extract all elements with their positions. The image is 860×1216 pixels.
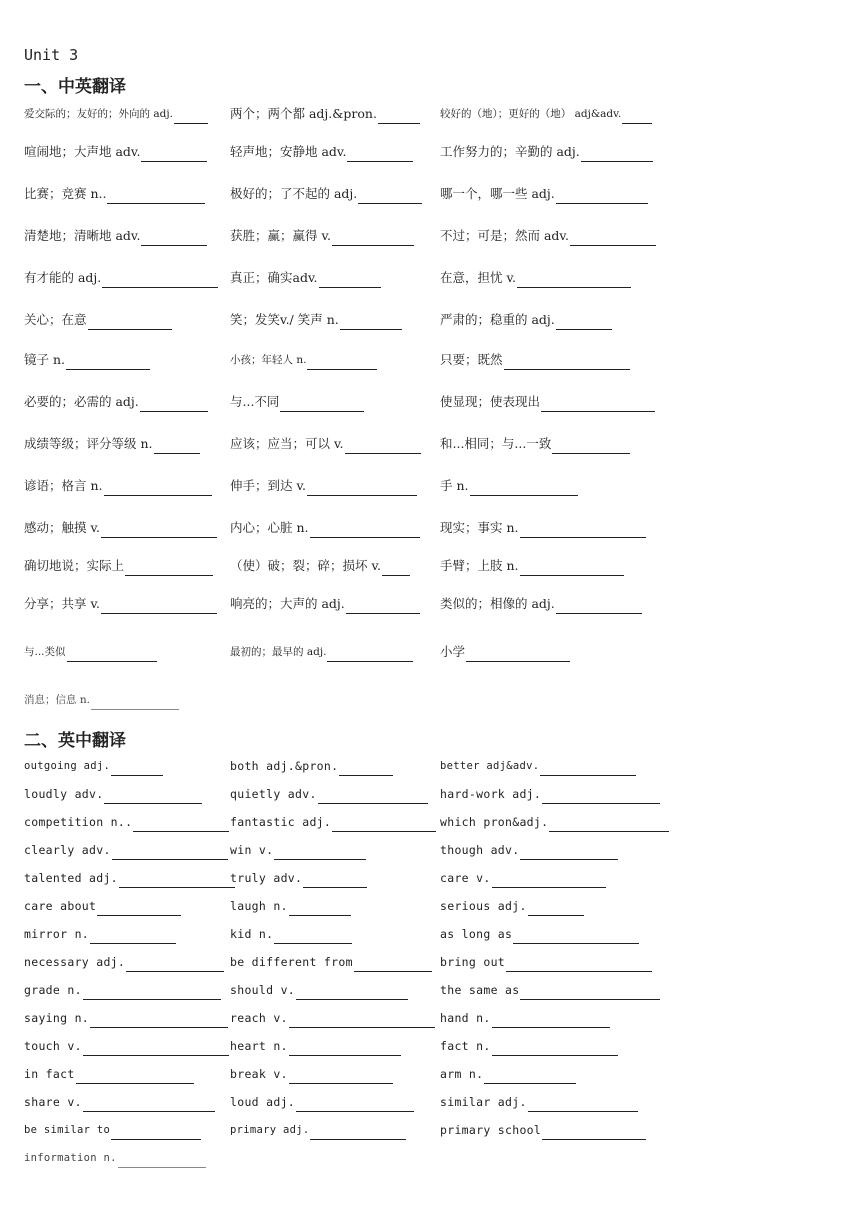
worksheet-row <box>0 310 860 332</box>
vocab-item <box>440 392 655 412</box>
answer-blank[interactable] <box>542 788 660 804</box>
vocab-item <box>24 642 157 662</box>
answer-blank[interactable] <box>541 396 655 412</box>
vocab-item <box>24 392 208 412</box>
vocab-prompt: though adv. <box>440 843 520 857</box>
vocab-item <box>440 1008 610 1028</box>
vocab-item <box>230 868 367 888</box>
vocab-item <box>230 840 366 860</box>
answer-blank[interactable] <box>104 788 202 804</box>
vocab-item <box>440 896 584 916</box>
vocab-prompt: competition n.. <box>24 815 133 829</box>
worksheet-row <box>0 1092 860 1114</box>
vocab-prompt: be similar to <box>24 1124 111 1136</box>
vocab-item <box>230 556 410 576</box>
answer-blank[interactable] <box>66 354 150 370</box>
vocab-prompt: better adj&adv. <box>440 760 540 772</box>
worksheet-row <box>0 1120 860 1142</box>
vocab-item <box>440 812 669 832</box>
answer-blank[interactable] <box>307 480 417 496</box>
vocab-prompt: fantastic adj. <box>230 815 332 829</box>
vocab-prompt: 成绩等级；评分等级 n. <box>24 436 153 451</box>
vocab-prompt: truly adv. <box>230 871 303 885</box>
vocab-prompt: outgoing adj. <box>24 760 111 772</box>
vocab-prompt: 有才能的 adj. <box>24 270 102 285</box>
vocab-item <box>440 952 652 972</box>
vocab-prompt: in fact <box>24 1067 75 1081</box>
answer-blank[interactable] <box>378 108 420 124</box>
answer-blank[interactable] <box>76 1068 194 1084</box>
vocab-prompt: primary adj. <box>230 1124 310 1136</box>
vocab-item <box>230 896 351 916</box>
vocab-prompt: 只要；既然 <box>440 352 503 367</box>
answer-blank[interactable] <box>126 956 224 972</box>
vocab-prompt: kid n. <box>230 927 274 941</box>
vocab-prompt: 小学 <box>440 644 466 659</box>
answer-blank[interactable] <box>520 984 660 1000</box>
vocab-prompt: clearly adv. <box>24 843 111 857</box>
vocab-prompt: laugh n. <box>230 899 288 913</box>
answer-blank[interactable] <box>492 872 606 888</box>
vocab-item <box>230 980 408 1000</box>
vocab-prompt: 现实；事实 n. <box>440 520 519 535</box>
vocab-item <box>440 268 631 288</box>
vocab-prompt: be different from <box>230 955 353 969</box>
answer-blank[interactable] <box>332 230 414 246</box>
vocab-prompt: 必要的；必需的 adj. <box>24 394 139 409</box>
worksheet-row <box>0 812 860 834</box>
answer-blank[interactable] <box>340 314 402 330</box>
answer-blank[interactable] <box>67 646 157 662</box>
vocab-prompt: 工作努力的；辛勤的 adj. <box>440 144 580 159</box>
answer-blank[interactable] <box>520 522 646 538</box>
answer-blank[interactable] <box>520 844 618 860</box>
vocab-prompt: arm n. <box>440 1067 484 1081</box>
answer-blank[interactable] <box>112 844 228 860</box>
worksheet-row <box>0 434 860 456</box>
vocab-prompt: bring out <box>440 955 506 969</box>
vocab-prompt: share v. <box>24 1095 82 1109</box>
vocab-item <box>440 434 630 454</box>
answer-blank[interactable] <box>581 146 653 162</box>
vocab-prompt: break v. <box>230 1067 288 1081</box>
vocab-item <box>24 812 229 832</box>
vocab-prompt: 哪一个，哪一些 adj. <box>440 186 555 201</box>
vocab-prompt: 分享；共享 v. <box>24 596 101 611</box>
answer-blank[interactable] <box>296 984 408 1000</box>
vocab-item <box>440 980 660 1000</box>
answer-blank[interactable] <box>552 438 630 454</box>
answer-blank[interactable] <box>97 900 181 916</box>
worksheet-row <box>0 184 860 206</box>
worksheet-row <box>0 142 860 164</box>
vocab-prompt: quietly adv. <box>230 787 317 801</box>
answer-blank[interactable] <box>492 1012 610 1028</box>
vocab-item <box>24 868 235 888</box>
answer-blank[interactable] <box>289 1040 401 1056</box>
vocab-prompt: saying n. <box>24 1011 90 1025</box>
vocab-item <box>230 476 417 496</box>
answer-blank[interactable] <box>517 272 631 288</box>
answer-blank[interactable] <box>118 1152 206 1168</box>
vocab-prompt: （使）破；裂；碎；损坏 v. <box>230 558 382 573</box>
vocab-item <box>230 1036 401 1056</box>
answer-blank[interactable] <box>289 1012 435 1028</box>
worksheet-row <box>0 784 860 806</box>
answer-blank[interactable] <box>347 146 413 162</box>
vocab-prompt: the same as <box>440 983 520 997</box>
vocab-prompt: hard-work adj. <box>440 787 542 801</box>
vocab-prompt: 确切地说；实际上 <box>24 558 125 573</box>
vocab-item <box>440 756 636 776</box>
vocab-item <box>230 1008 435 1028</box>
vocab-prompt: 真正；确实adv. <box>230 270 318 285</box>
answer-blank[interactable] <box>358 188 422 204</box>
answer-blank[interactable] <box>622 108 652 124</box>
vocab-item <box>24 1148 206 1168</box>
answer-blank[interactable] <box>141 230 207 246</box>
answer-blank[interactable] <box>492 1040 618 1056</box>
worksheet-row <box>0 690 860 712</box>
vocab-prompt: loud adj. <box>230 1095 296 1109</box>
vocab-item <box>440 476 578 496</box>
worksheet-row <box>0 268 860 290</box>
vocab-item <box>230 1092 414 1112</box>
vocab-prompt: primary school <box>440 1123 542 1137</box>
vocab-prompt: as long as <box>440 927 513 941</box>
vocab-item <box>230 434 421 454</box>
vocab-item <box>24 518 217 538</box>
answer-blank[interactable] <box>88 314 172 330</box>
vocab-item <box>230 1120 406 1140</box>
vocab-item <box>24 1036 229 1056</box>
answer-blank[interactable] <box>556 598 642 614</box>
answer-blank[interactable] <box>540 760 636 776</box>
vocab-item <box>24 690 179 710</box>
answer-blank[interactable] <box>307 354 377 370</box>
vocab-prompt: 喧闹地；大声地 adv. <box>24 144 141 159</box>
answer-blank[interactable] <box>528 1096 638 1112</box>
answer-blank[interactable] <box>504 354 630 370</box>
answer-blank[interactable] <box>346 598 420 614</box>
vocab-item <box>24 350 150 370</box>
vocab-prompt: reach v. <box>230 1011 288 1025</box>
vocab-prompt: 小孩；年轻人 n. <box>230 354 307 366</box>
vocab-item <box>24 310 172 330</box>
vocab-item <box>440 594 642 614</box>
vocab-item <box>440 184 648 204</box>
answer-blank[interactable] <box>101 522 217 538</box>
vocab-prompt: 应该；应当；可以 v. <box>230 436 344 451</box>
vocab-item <box>230 184 422 204</box>
vocab-item <box>230 952 432 972</box>
vocab-prompt: win v. <box>230 843 274 857</box>
answer-blank[interactable] <box>119 872 235 888</box>
vocab-item <box>24 434 200 454</box>
vocab-prompt: 使显现；使表现出 <box>440 394 541 409</box>
vocab-prompt: talented adj. <box>24 871 118 885</box>
vocab-item <box>24 476 212 496</box>
answer-blank[interactable] <box>107 188 205 204</box>
vocab-item <box>440 642 570 662</box>
vocab-item <box>440 1120 646 1140</box>
vocab-prompt: 清楚地；清晰地 adv. <box>24 228 141 243</box>
vocab-prompt: 轻声地；安静地 adv. <box>230 144 347 159</box>
vocab-item <box>440 840 618 860</box>
vocab-item <box>24 268 218 288</box>
answer-blank[interactable] <box>289 900 351 916</box>
vocab-prompt: care about <box>24 899 97 913</box>
answer-blank[interactable] <box>339 760 393 776</box>
answer-blank[interactable] <box>133 816 229 832</box>
answer-blank[interactable] <box>280 396 364 412</box>
vocab-prompt: heart n. <box>230 1039 288 1053</box>
vocab-prompt: 关心；在意 <box>24 312 87 327</box>
worksheet-row <box>0 1148 860 1170</box>
vocab-item <box>230 518 420 538</box>
vocab-prompt: 感动；触摸 v. <box>24 520 101 535</box>
answer-blank[interactable] <box>141 146 207 162</box>
vocab-item <box>24 1092 215 1112</box>
vocab-item <box>24 226 207 246</box>
worksheet-row <box>0 896 860 918</box>
vocab-item <box>230 310 402 330</box>
vocab-item <box>440 924 639 944</box>
unit-title: Unit 3 <box>24 46 79 64</box>
vocab-prompt: 内心；心脏 n. <box>230 520 309 535</box>
answer-blank[interactable] <box>542 1124 646 1140</box>
section2-title: 二、英中翻译 <box>24 731 126 751</box>
vocab-prompt: care v. <box>440 871 491 885</box>
worksheet-row <box>0 392 860 414</box>
answer-blank[interactable] <box>345 438 421 454</box>
answer-blank[interactable] <box>470 480 578 496</box>
answer-blank[interactable] <box>111 760 163 776</box>
vocab-prompt: 谚语；格言 n. <box>24 478 103 493</box>
answer-blank[interactable] <box>310 1124 406 1140</box>
vocab-prompt: fact n. <box>440 1039 491 1053</box>
vocab-item <box>440 226 656 246</box>
vocab-prompt: similar adj. <box>440 1095 527 1109</box>
vocab-item <box>230 350 377 370</box>
vocab-prompt: serious adj. <box>440 899 527 913</box>
worksheet-row <box>0 1064 860 1086</box>
answer-blank[interactable] <box>332 816 436 832</box>
vocab-item <box>24 952 224 972</box>
vocab-prompt: 类似的；相像的 adj. <box>440 596 555 611</box>
vocab-item <box>24 756 163 776</box>
vocab-prompt: 爱交际的；友好的；外向的 adj. <box>24 108 173 120</box>
worksheet-row <box>0 1008 860 1030</box>
vocab-item <box>24 104 208 124</box>
vocab-item <box>440 142 653 162</box>
vocab-prompt: 在意，担忧 v. <box>440 270 517 285</box>
vocab-prompt: 极好的；了不起的 adj. <box>230 186 358 201</box>
answer-blank[interactable] <box>140 396 208 412</box>
vocab-prompt: 和...相同；与...一致 <box>440 436 552 451</box>
vocab-item <box>24 556 213 576</box>
vocab-item <box>440 868 606 888</box>
vocab-prompt: 镜子 n. <box>24 352 65 367</box>
answer-blank[interactable] <box>289 1068 393 1084</box>
vocab-prompt: 笑；发笑v./ 笑声 n. <box>230 312 339 327</box>
answer-blank[interactable] <box>83 1040 229 1056</box>
vocab-item <box>24 924 176 944</box>
vocab-prompt: 消息；信息 n. <box>24 694 90 706</box>
vocab-prompt: information n. <box>24 1152 117 1164</box>
answer-blank[interactable] <box>274 844 366 860</box>
vocab-prompt: hand n. <box>440 1011 491 1025</box>
answer-blank[interactable] <box>466 646 570 662</box>
answer-blank[interactable] <box>104 480 212 496</box>
worksheet-row <box>0 226 860 248</box>
answer-blank[interactable] <box>327 646 413 662</box>
vocab-prompt: 响亮的；大声的 adj. <box>230 596 345 611</box>
vocab-prompt: 获胜；赢；赢得 v. <box>230 228 332 243</box>
worksheet-row <box>0 556 860 578</box>
vocab-item <box>230 268 381 288</box>
answer-blank[interactable] <box>101 598 217 614</box>
vocab-item <box>440 310 612 330</box>
vocab-item <box>440 518 646 538</box>
vocab-item <box>230 642 413 662</box>
vocab-item <box>440 784 660 804</box>
answer-blank[interactable] <box>83 984 221 1000</box>
vocab-item <box>24 142 207 162</box>
worksheet-row <box>0 518 860 540</box>
answer-blank[interactable] <box>274 928 352 944</box>
answer-blank[interactable] <box>506 956 652 972</box>
vocab-item <box>440 1092 638 1112</box>
worksheet-row <box>0 476 860 498</box>
worksheet-row <box>0 350 860 372</box>
vocab-prompt: 与...类似 <box>24 646 66 658</box>
worksheet-row <box>0 980 860 1002</box>
section1-title: 一、中英翻译 <box>24 77 126 97</box>
answer-blank[interactable] <box>296 1096 414 1112</box>
worksheet-row <box>0 1036 860 1058</box>
vocab-item <box>440 1036 618 1056</box>
answer-blank[interactable] <box>319 272 381 288</box>
answer-blank[interactable] <box>318 788 428 804</box>
vocab-item <box>230 594 420 614</box>
answer-blank[interactable] <box>310 522 420 538</box>
answer-blank[interactable] <box>528 900 584 916</box>
vocab-item <box>440 104 652 124</box>
vocab-item <box>24 980 221 1000</box>
vocab-prompt: touch v. <box>24 1039 82 1053</box>
vocab-prompt: loudly adv. <box>24 787 104 801</box>
vocab-item <box>230 142 413 162</box>
vocab-item <box>230 756 393 776</box>
answer-blank[interactable] <box>91 694 179 710</box>
answer-blank[interactable] <box>382 560 410 576</box>
vocab-prompt: 手臂；上肢 n. <box>440 558 519 573</box>
vocab-item <box>230 226 414 246</box>
vocab-item <box>440 350 630 370</box>
answer-blank[interactable] <box>174 108 208 124</box>
worksheet-row <box>0 924 860 946</box>
vocab-prompt: 严肃的；稳重的 adj. <box>440 312 555 327</box>
vocab-item <box>230 104 420 124</box>
worksheet-row <box>0 952 860 974</box>
vocab-item <box>24 784 202 804</box>
answer-blank[interactable] <box>556 314 612 330</box>
vocab-item <box>24 1008 228 1028</box>
answer-blank[interactable] <box>520 560 624 576</box>
vocab-item <box>230 392 364 412</box>
answer-blank[interactable] <box>570 230 656 246</box>
worksheet-row <box>0 756 860 778</box>
vocab-item <box>230 924 352 944</box>
vocab-prompt: mirror n. <box>24 927 90 941</box>
answer-blank[interactable] <box>513 928 639 944</box>
worksheet-row <box>0 642 860 664</box>
worksheet-row <box>0 868 860 890</box>
vocab-prompt: 最初的；最早的 adj. <box>230 646 327 658</box>
vocab-prompt: 不过；可是；然而 adv. <box>440 228 569 243</box>
worksheet-row <box>0 840 860 862</box>
vocab-prompt: 伸手；到达 v. <box>230 478 307 493</box>
worksheet-row <box>0 594 860 616</box>
answer-blank[interactable] <box>90 1012 228 1028</box>
answer-blank[interactable] <box>556 188 648 204</box>
vocab-item <box>230 784 428 804</box>
answer-blank[interactable] <box>125 560 213 576</box>
vocab-item <box>24 896 181 916</box>
vocab-prompt: which pron&adj. <box>440 815 549 829</box>
vocab-item <box>440 556 624 576</box>
vocab-item <box>24 184 205 204</box>
vocab-prompt: 较好的（地）；更好的（地） adj&adv. <box>440 108 622 120</box>
vocab-item <box>24 1064 194 1084</box>
vocab-prompt: 比赛；竞赛 n.. <box>24 186 107 201</box>
vocab-prompt: grade n. <box>24 983 82 997</box>
answer-blank[interactable] <box>102 272 218 288</box>
answer-blank[interactable] <box>354 956 432 972</box>
vocab-prompt: 与...不同 <box>230 394 280 409</box>
vocab-item <box>440 1064 576 1084</box>
vocab-item <box>24 1120 201 1140</box>
answer-blank[interactable] <box>484 1068 576 1084</box>
vocab-item <box>24 840 228 860</box>
answer-blank[interactable] <box>549 816 669 832</box>
vocab-item <box>230 1064 393 1084</box>
answer-blank[interactable] <box>90 928 176 944</box>
answer-blank[interactable] <box>154 438 200 454</box>
worksheet-row <box>0 104 860 126</box>
vocab-prompt: 手 n. <box>440 478 469 493</box>
answer-blank[interactable] <box>83 1096 215 1112</box>
vocab-item <box>230 812 436 832</box>
vocab-prompt: should v. <box>230 983 296 997</box>
answer-blank[interactable] <box>111 1124 201 1140</box>
vocab-prompt: necessary adj. <box>24 955 126 969</box>
answer-blank[interactable] <box>303 872 367 888</box>
vocab-prompt: both adj.&pron. <box>230 759 339 773</box>
vocab-prompt: 两个；两个都 adj.&pron. <box>230 106 377 121</box>
vocab-item <box>24 594 217 614</box>
